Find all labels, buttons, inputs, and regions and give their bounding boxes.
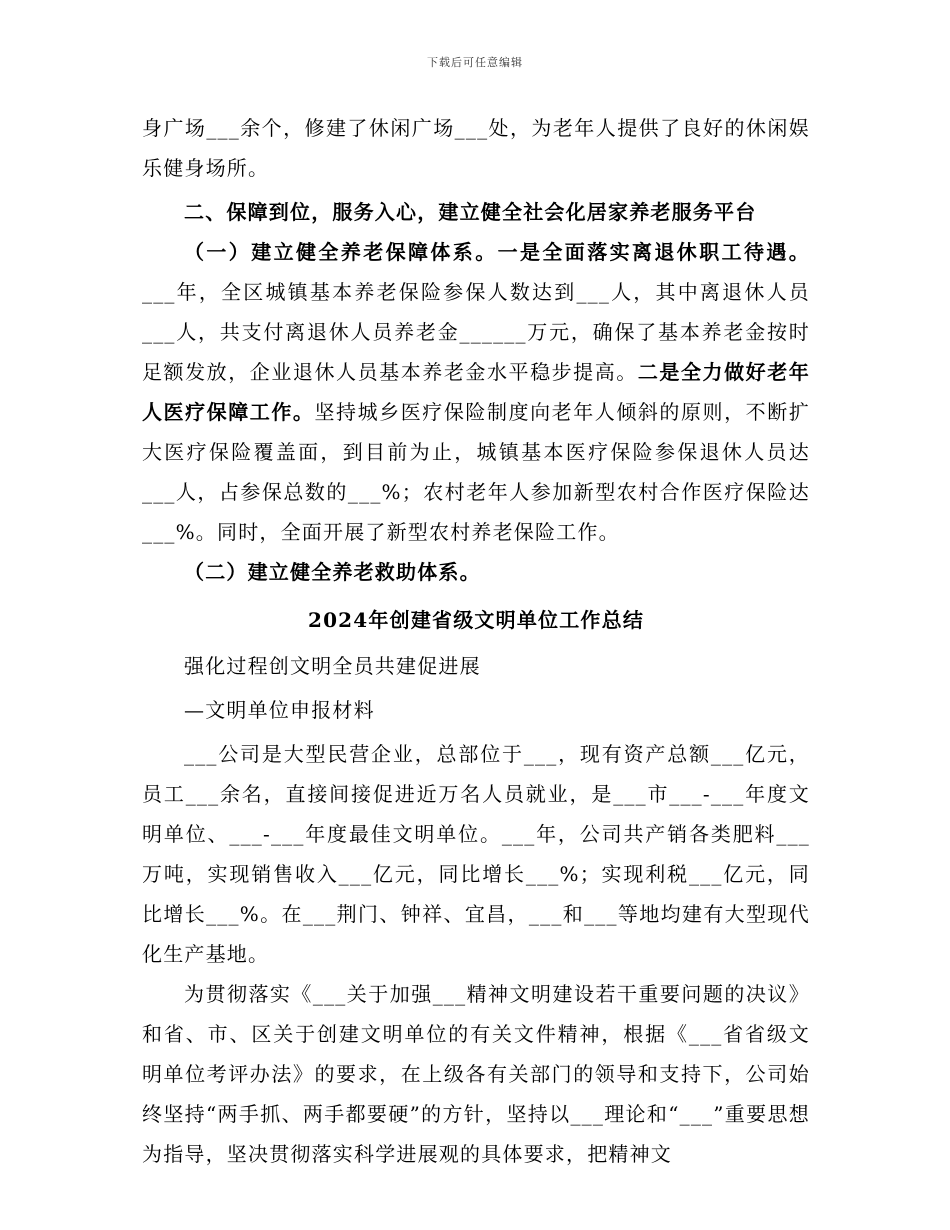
- page-header: 下载后可任意编辑: [427, 56, 523, 69]
- paragraph-3-text-b: 坚持城乡医疗保险制度向老年人倾斜的原则，不断扩大医疗保险覆盖面，到目前为止，城镇基本医疗保险参保退休人员达___人，占参保总数的___%；农村老年人参加新型农村合作医疗保险达___%。同时，全面开展了新型农村养老保险工作。: [142, 400, 810, 544]
- subtitle-2: —文明单位申报材料: [184, 698, 375, 722]
- paragraph-5: ___公司是大型民营企业，总部位于___，现有资产总额___亿元，员工___余名，直接间接促进近万名人员就业，是___市___-___年度文明单位、___-___年度最佳文明单位。___年，公司共产销各类肥料___万吨，实现销售收入___亿元，同比增长___%；实现利税___亿元，同比增长___%。在___荆门、钟祥、宜昌，___和___等地均建有大型现代化生产基地。: [142, 742, 810, 966]
- document-body: [142, 108, 810, 1174]
- paragraph-1: 身广场___余个，修建了休闲广场___处，为老年人提供了良好的休闲娱乐健身场所。: [142, 116, 810, 180]
- section-heading-4: （二）建立健全养老救助体系。: [184, 560, 481, 584]
- paragraph-3-lead: （一）建立健全养老保障体系。一是全面落实离退休职工待遇。: [184, 240, 810, 264]
- document-title: 2024年创建省级文明单位工作总结: [307, 608, 645, 632]
- section-heading-2: 二、保障到位，服务入心，建立健全社会化居家养老服务平台: [184, 200, 757, 224]
- paragraph-3-text-a: ___年，全区城镇基本养老保险参保人数达到___人，其中离退休人员___人，共支付离退休人员养老金______万元，确保了基本养老金按时足额发放，企业退休人员基本养老金水平稳步提高。: [142, 280, 810, 384]
- paragraph-6: 为贯彻落实《___关于加强___精神文明建设若干重要问题的决议》和省、市、区关于创建文明单位的有关文件精神，根据《___省省级文明单位考评办法》的要求，在上级各有关部门的领导和支持下，公司始终坚持“两手抓、两手都要硬”的方针，坚持以___理论和“___”重要思想为指导，坚决贯彻落实科学进展观的具体要求，把精神文: [142, 982, 810, 1166]
- paragraph-3: [142, 232, 810, 552]
- paragraph-3-bold: 二是全力做好老年人医疗保障工作。: [142, 360, 810, 424]
- subtitle-1: 强化过程创文明全员共建促进展: [184, 654, 481, 678]
